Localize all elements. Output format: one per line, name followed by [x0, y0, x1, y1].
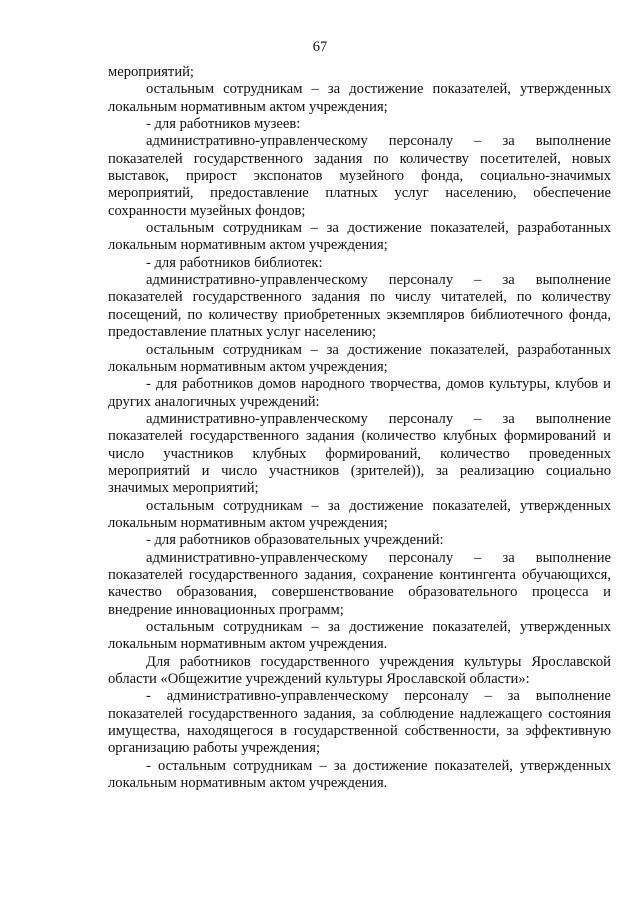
- paragraph: административно-управленческому персоналу – за выполнение показателей государственного задания по количеству посетителей, новых выставок, прирост экспонатов музейного фонда, социально-значимых мероприятий, предоставление платных услуг населению, обеспечение сохранности музейных фондов;: [108, 133, 611, 219]
- paragraph: остальным сотрудникам – за достижение показателей, утвержденных локальным нормативным актом учреждения;: [108, 497, 611, 531]
- document-body: [108, 64, 611, 792]
- paragraph: - для работников домов народного творчества, домов культуры, клубов и других аналогичных учреждений:: [108, 376, 611, 410]
- paragraph: административно-управленческому персоналу – за выполнение показателей государственного задания, сохранение контингента обучающихся, качество образования, совершенствование образовательного процесса и внедрение инновационных программ;: [108, 549, 611, 618]
- paragraph: административно-управленческому персоналу – за выполнение показателей государственного задания по числу читателей, по количеству посещений, по количеству приобретенных экземпляров библиотечного фонда, предоставление платных услуг населению;: [108, 272, 611, 341]
- paragraph: остальным сотрудникам – за достижение показателей, разработанных локальным нормативным актом учреждения;: [108, 341, 611, 375]
- paragraph: остальным сотрудникам – за достижение показателей, разработанных локальным нормативным актом учреждения;: [108, 220, 611, 254]
- paragraph: мероприятий;: [108, 64, 194, 80]
- paragraph: административно-управленческому персоналу – за выполнение показателей государственного задания (количество клубных формирований и число участников клубных формирований, количество проведенных мероприятий и число участников (зрителей)), за реализацию социально значимых мероприятий;: [108, 410, 611, 497]
- page-number: 67: [312, 39, 328, 55]
- paragraph: Для работников государственного учреждения культуры Ярославской области «Общежитие учреждений культуры Ярославской области»:: [108, 653, 611, 688]
- paragraph: остальным сотрудникам – за достижение показателей, утвержденных локальным нормативным актом учреждения;: [108, 81, 611, 115]
- paragraph: остальным сотрудникам – за достижение показателей, утвержденных локальным нормативным актом учреждения.: [108, 619, 611, 653]
- paragraph: - остальным сотрудникам – за достижение показателей, утвержденных локальным нормативным актом учреждения.: [108, 757, 611, 792]
- paragraph: - для работников библиотек:: [146, 254, 323, 271]
- paragraph: - административно-управленческому персоналу – за выполнение показателей государственного задания, за соблюдение надлежащего состояния имущества, находящегося в государственной собственности, за эффективную организацию работы учреждения;: [108, 688, 611, 757]
- paragraph: - для работников образовательных учреждений:: [146, 532, 444, 549]
- paragraph: - для работников музеев:: [146, 116, 301, 133]
